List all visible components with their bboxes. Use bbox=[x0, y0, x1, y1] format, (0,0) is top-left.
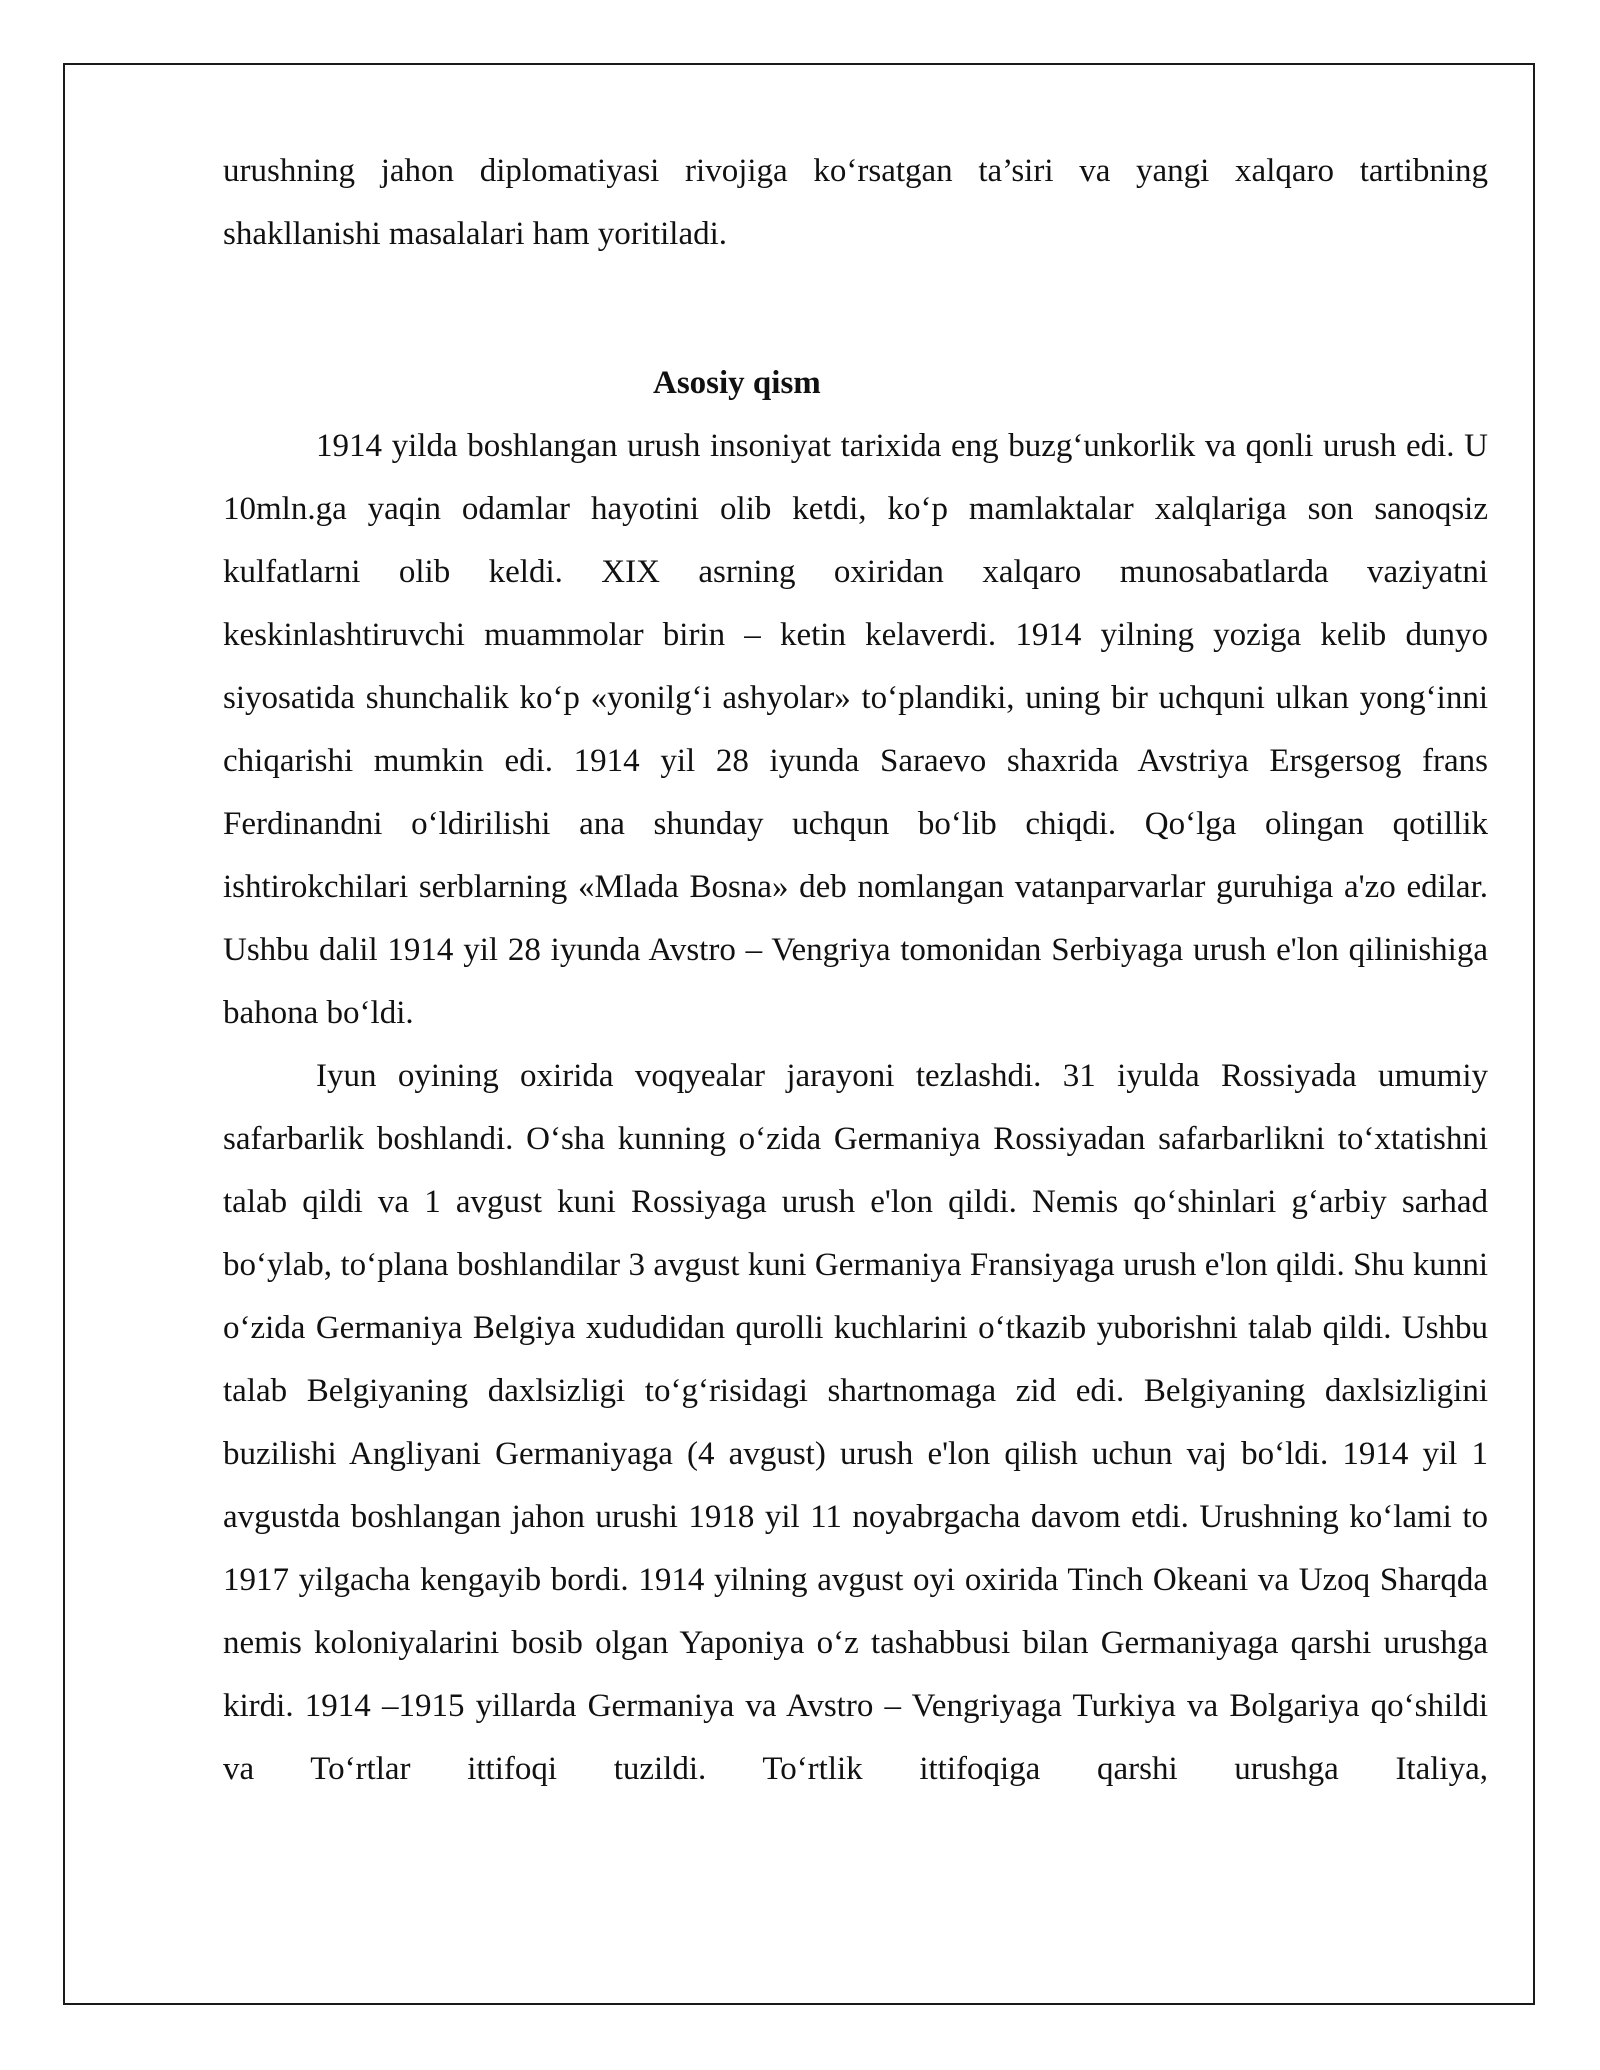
section-heading: Asosiy qism bbox=[653, 365, 821, 401]
intro-continuation-paragraph: urushning jahon diplomatiyasi rivojiga ko‘rsatgan ta’siri va yangi xalqaro tartibning shakllanishi masalalari ham yoritiladi. bbox=[223, 153, 1488, 252]
body-paragraph-1: 1914 yilda boshlangan urush insoniyat tarixida eng buzg‘unkorlik va qonli urush edi. U 10mln.ga yaqin odamlar hayotini olib ketdi, ko‘p mamlaktalar xalqlariga son sanoqsiz kulfatlarni olib keldi. XIX asrning oxiridan xalqaro munosabatlarda vaziyatni keskinlashtiruvchi muammolar birin – ketin kelaverdi. 1914 yilning yoziga kelib dunyo siyosatida shunchalik ko‘p «yonilg‘i ashyolar» to‘plandiki, uning bir uchquni ulkan yong‘inni chiqarishi mumkin edi. 1914 yil 28 iyunda Saraevo shaxrida Avstriya Ersgersog frans Ferdinandni o‘ldirilishi ana shunday uchqun bo‘lib chiqdi. Qo‘lga olingan qotillik ishtirokchilari serblarning «Mlada Bosna» deb nomlangan vatanparvarlar guruhiga a'zo edilar. Ushbu dalil 1914 yil 28 iyunda Avstro – Vengriya tomonidan Serbiyaga urush e'lon qilinishiga bahona bo‘ldi. bbox=[223, 428, 1488, 1031]
body-paragraph-2: Iyun oyining oxirida voqyealar jarayoni tezlashdi. 31 iyulda Rossiyada umumiy safarbarlik boshlandi. O‘sha kunning o‘zida Germaniya Rossiyadan safarbarlikni to‘xtatishni talab qildi va 1 avgust kuni Rossiyaga urush e'lon qildi. Nemis qo‘shinlari g‘arbiy sarhad bo‘ylab, to‘plana boshlandilar 3 avgust kuni Germaniya Fransiyaga urush e'lon qildi. Shu kunni o‘zida Germaniya Belgiya xududidan qurolli kuchlarini o‘tkazib yuborishni talab qildi. Ushbu talab Belgiyaning daxlsizligi to‘g‘risidagi shartnomaga zid edi. Belgiyaning daxlsizligini buzilishi Angliyani Germaniyaga (4 avgust) urush e'lon qilish uchun vaj bo‘ldi. 1914 yil 1 avgustda boshlangan jahon urushi 1918 yil 11 noyabrgacha davom etdi. Urushning ko‘lami to 1917 yilgacha kengayib bordi. 1914 yilning avgust oyi oxirida Tinch Okeani va Uzoq Sharqda nemis koloniyalarini bosib olgan Yaponiya o‘z tashabbusi bilan Germaniyaga qarshi urushga kirdi. 1914 –1915 yillarda Germaniya va Avstro – Vengriyaga Turkiya va Bolgariya qo‘shildi va To‘rtlar ittifoqi tuzildi. To‘rtlik ittifoqiga qarshi urushga Italiya, bbox=[223, 1058, 1488, 1787]
document-body bbox=[223, 140, 1488, 1801]
